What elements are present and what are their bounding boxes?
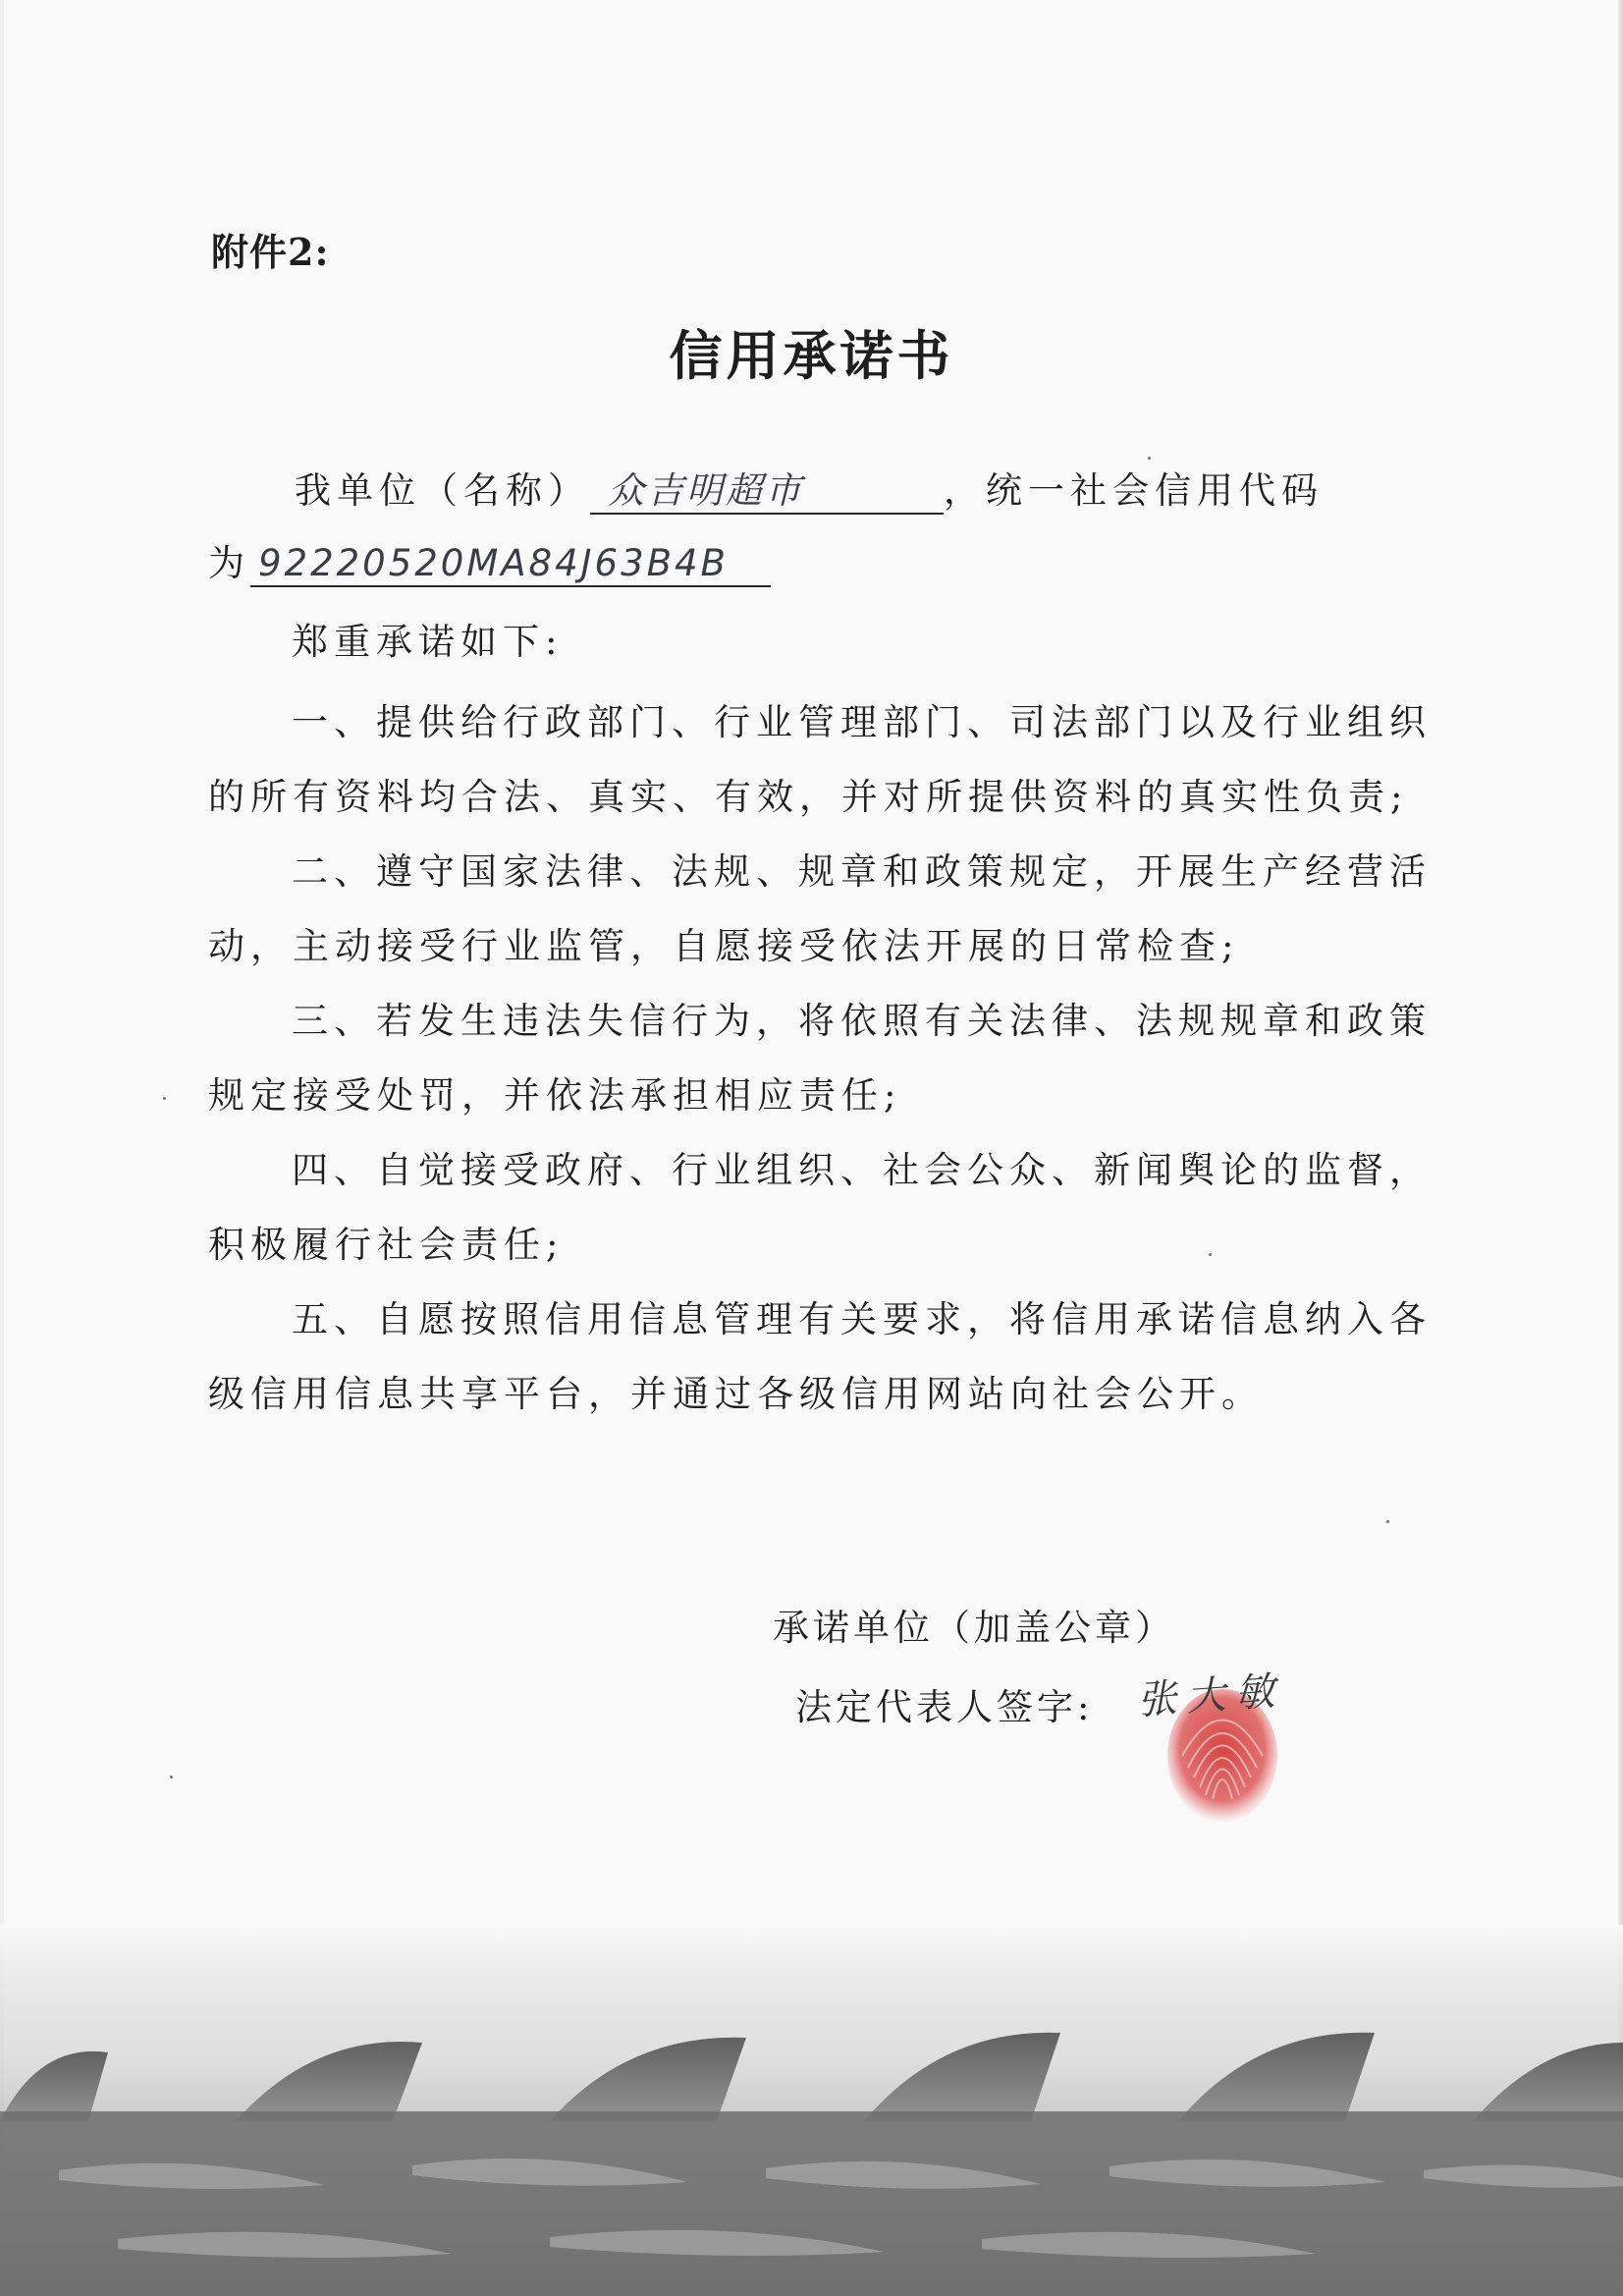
legal-rep-signature: 张大敏 — [1135, 1667, 1286, 1724]
commitment-4-line-1: 四、自觉接受政府、行业组织、社会公众、新闻舆论的监督， — [292, 1149, 1432, 1191]
code-prefix: 为 — [208, 542, 250, 584]
commitment-5-line-1: 五、自愿按照信用信息管理有关要求，将信用承诺信息纳入各 — [292, 1298, 1432, 1340]
legal-rep-label: 法定代表人签字: — [795, 1686, 1094, 1728]
commitment-3-line-2: 规定接受处罚，并依法承担相应责任; — [208, 1074, 902, 1117]
intro-line-2 — [208, 540, 771, 587]
commitment-3-line-1: 三、若发生违法失信行为，将依照有关法律、法规规章和政策 — [292, 1000, 1432, 1042]
promising-unit-label: 承诺单位（加盖公章） — [773, 1607, 1175, 1649]
scan-speck — [1386, 1520, 1389, 1523]
credit-code-field — [250, 542, 771, 587]
commitment-1-line-1: 一、提供给行政部门、行业管理部门、司法部门以及行业组织 — [292, 701, 1432, 743]
scan-speck — [163, 1097, 166, 1100]
scan-speck — [1148, 457, 1151, 460]
commitment-4-line-2: 积极履行社会责任; — [208, 1224, 565, 1266]
decorative-bottom-band — [0, 1925, 1623, 2296]
commitment-5-line-2: 级信用信息共享平台，并通过各级信用网站向社会公开。 — [208, 1373, 1264, 1415]
intro-line-1 — [295, 467, 1324, 515]
intro-prefix: 我单位（名称） — [295, 469, 590, 512]
unit-name-field — [590, 469, 944, 515]
scan-speck — [1209, 1253, 1212, 1256]
commitment-2-line-1: 二、遵守国家法律、法规、规章和政策规定，开展生产经营活 — [292, 850, 1432, 893]
credit-code-handwritten: 92220520MA84J63B4B — [258, 542, 729, 584]
attachment-label: 附件2: — [211, 230, 330, 274]
lead-in: 郑重承诺如下: — [292, 621, 564, 663]
intro-middle: ，统一社会信用代码 — [944, 469, 1324, 512]
scan-speck — [170, 1776, 173, 1778]
document-title: 信用承诺书 — [669, 324, 954, 387]
unit-name-handwritten: 众吉明超市 — [608, 469, 804, 512]
commitment-2-line-2: 动，主动接受行业监管，自愿接受依法开展的日常检查; — [208, 925, 1240, 967]
commitment-1-line-2: 的所有资料均合法、真实、有效，并对所提供资料的真实性负责; — [208, 776, 1409, 818]
